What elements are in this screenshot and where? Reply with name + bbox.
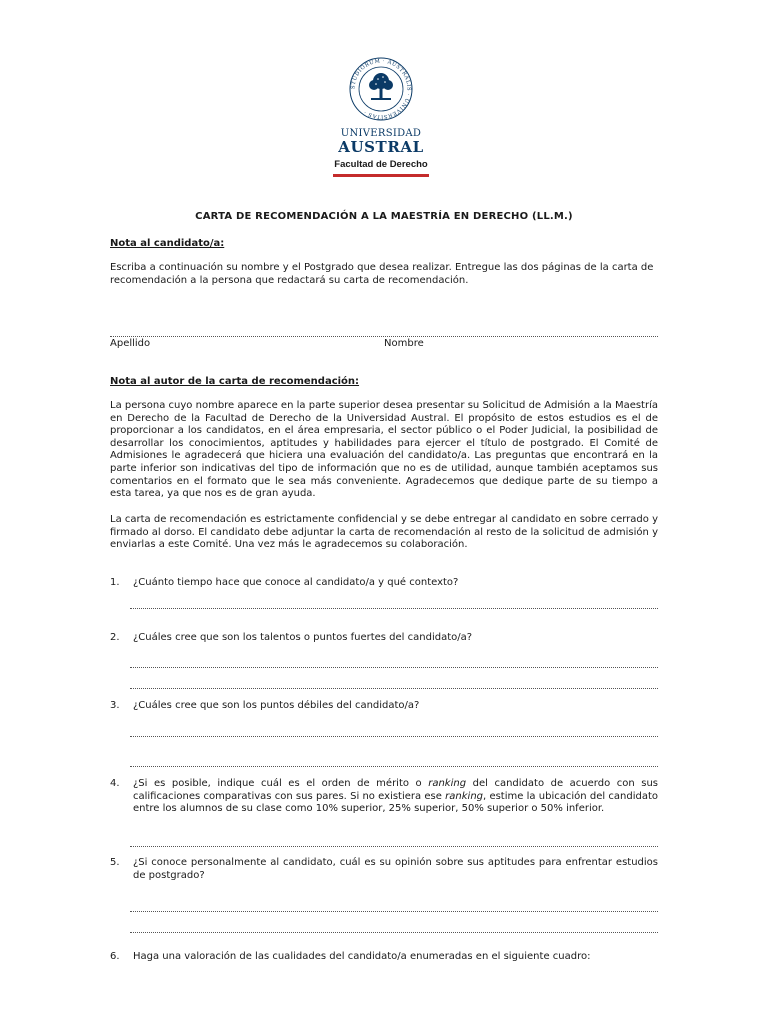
name-label: Nombre [384, 338, 424, 349]
seal-text: STUDIORUM · AUSTRALIS · UNIVERSITAS · [350, 58, 412, 120]
question-text: ¿Si conoce personalmente al candidato, cuál es su opinión sobre sus aptitudes para enfrentar estudios de postgrado? [133, 857, 658, 881]
question-text-italic: ranking [445, 790, 484, 802]
question-number: 2. [110, 632, 120, 643]
question-text: Haga una valoración de las cualidades del candidato/a enumeradas en el siguiente cuadro: [133, 951, 591, 962]
answer-line[interactable] [130, 911, 658, 912]
question-number: 1. [110, 577, 120, 588]
university-name-small: UNIVERSIDAD [340, 128, 422, 139]
question-text-part: del candidato de acuerdo con sus calificaciones comparativas con sus pares. Si no existiera ese [133, 778, 659, 802]
answer-line[interactable] [130, 667, 658, 668]
university-name-big: AUSTRAL [338, 138, 424, 156]
answer-line[interactable] [130, 608, 658, 609]
university-seal-icon [348, 56, 414, 122]
answer-line[interactable] [130, 766, 658, 767]
author-note-paragraph-1: La persona cuyo nombre aparece en la parte superior desea presentar su Solicitud de Admisión a la Maestría en Derecho de la Facultad de Derecho de la Universidad Austral. El propósito de estos estudios es el de proporcionar a los candidatos, en el área empresaria, el sector público o el Poder Judicial, la posibilidad de desarrollar los conocimientos, aptitudes y habilidades para ejercer el título de postgrado. El Comité de Admisiones le agradecerá que hiciera una evaluación del candidato/a. Las preguntas que encontrará en la parte inferior son indicativas del tipo de información que no es de utilidad, aunque también aceptamos sus comentarios en el formato que le sea más conveniente. Agradecemos que dedique parte de su tiempo a esta tarea, ya que nos es de gran ayuda. [110, 400, 658, 500]
answer-line[interactable] [130, 932, 658, 933]
question-text: ¿Cuáles cree que son los talentos o puntos fuertes del candidato/a? [133, 632, 473, 643]
surname-label: Apellido [110, 338, 151, 349]
candidate-note-text: Escriba a continuación su nombre y el Postgrado que desea realizar. Entregue las dos páginas de la carta de recomendación a la persona que redactará su carta de recomendación. [110, 262, 654, 286]
question-text-part: ¿Si es posible, indique cuál es el orden de mérito o [133, 778, 429, 789]
question-text [133, 778, 658, 816]
candidate-note-heading: Nota al candidato/a: [110, 238, 225, 249]
question-text: ¿Cuáles cree que son los puntos débiles del candidato/a? [133, 700, 420, 711]
university-logo [330, 56, 432, 177]
answer-line[interactable] [130, 846, 658, 847]
question-text-italic: ranking [428, 778, 467, 789]
document-title: CARTA DE RECOMENDACIÓN A LA MAESTRÍA EN DERECHO (LL.M.) [195, 211, 573, 222]
name-entry-line[interactable] [110, 336, 658, 337]
question-number: 5. [110, 857, 120, 868]
question-number: 3. [110, 700, 120, 711]
author-note-paragraph-2: La carta de recomendación es estrictamente confidencial y se debe entregar al candidato en sobre cerrado y firmado al dorso. El candidato debe adjuntar la carta de recomendación al resto de la solicitud de admisión y enviarlas a este Comité. Una vez más le agradecemos su colaboración. [110, 514, 658, 551]
author-note-heading: Nota al autor de la carta de recomendación: [110, 376, 360, 387]
answer-line[interactable] [130, 736, 658, 737]
faculty-name: Facultad de Derecho [334, 159, 428, 170]
question-text: ¿Cuánto tiempo hace que conoce al candidato/a y qué contexto? [133, 577, 459, 588]
question-number: 4. [110, 778, 120, 789]
question-text-part: , estime la ubicación del candidato entre los alumnos de su clase como 10% superior, 25% superior, 50% superior o 50% inferior. [133, 790, 659, 815]
question-number: 6. [110, 951, 120, 962]
answer-line[interactable] [130, 688, 658, 689]
red-divider [333, 174, 429, 177]
